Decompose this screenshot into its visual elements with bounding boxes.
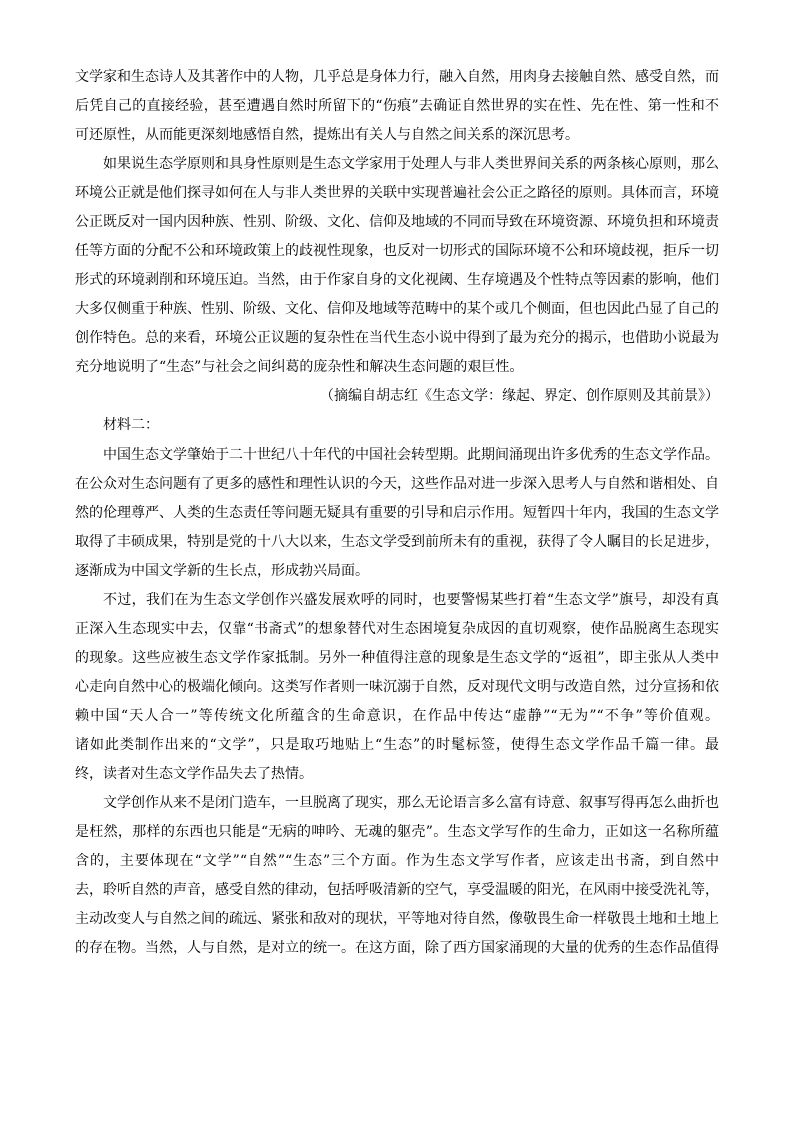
paragraph-line: 文学家和生态诗人及其著作中的人物，几乎总是身体力行，融入自然，用肉身去接触自然、感受自然，而 (75, 69, 719, 85)
paragraph-line: 然的伦理尊严、人类的生态责任等问题无疑具有重要的引导和启示作用。短暂四十年内，我国的生态文学 (75, 505, 719, 521)
paragraph-line: 中国生态文学肇始于二十世纪八十年代的中国社会转型期。此期间涌现出许多优秀的生态文学作品。 (103, 447, 719, 463)
paragraph-line: 的存在物。当然，人与自然，是对立的统一。在这方面，除了西方国家涌现的大量的优秀的生态作品值得 (75, 940, 719, 956)
source-citation: （摘编自胡志红《生态文学：缘起、界定、创作原则及其前景》） (320, 388, 719, 404)
paragraph-line: 创作特色。总的来看，环境公正议题的复杂性在当代生态小说中得到了最为充分的揭示，也借助小说最为 (75, 330, 719, 346)
paragraph-line: 如果说生态学原则和具身性原则是生态文学家用于处理人与非人类世界间关系的两条核心原则，那么 (103, 156, 719, 172)
paragraph-line: 充分地说明了“生态”与社会之间纠葛的庞杂性和解决生态问题的艰巨性。 (75, 359, 524, 375)
paragraph-line: 文学创作从来不是闭门造车，一旦脱离了现实，那么无论语言多么富有诗意、叙事写得再怎么曲折也 (103, 795, 719, 811)
paragraph-line: 后凭自己的直接经验，甚至遭遇自然时所留下的“伤痕”去确证自然世界的实在性、先在性、第一性和不 (75, 98, 719, 114)
paragraph-line: 大多仅侧重于种族、性别、阶级、文化、信仰及地域等范畴中的某个或几个侧面，但也因此凸显了自己的 (75, 301, 719, 317)
paragraph-line: 含的，主要体现在“文学”“自然”“生态”三个方面。作为生态文学写作者，应该走出书斋，到自然中 (75, 853, 719, 869)
paragraph-line: 心走向自然中心的极端化倾向。这类写作者则一味沉溺于自然，反对现代文明与改造自然，过分宣扬和依 (75, 679, 719, 695)
paragraph-line: 公正既反对一国内因种族、性别、阶级、文化、信仰及地域的不同而导致在环境资源、环境负担和环境责 (75, 214, 719, 230)
paragraph-line: 不过，我们在为生态文学创作兴盛发展欢呼的同时，也要警惕某些打着“生态文学”旗号，却没有真 (103, 592, 719, 608)
paragraph-line: 是枉然，那样的东西也只能是“无病的呻吟、无魂的躯壳”。生态文学写作的生命力，正如这一名称所蕴 (75, 824, 719, 840)
paragraph-line: 诸如此类制作出来的“文学”，只是取巧地贴上“生态”的时髦标签，使得生态文学作品千篇一律。最 (75, 737, 719, 753)
paragraph-line: 在公众对生态问题有了更多的感性和理性认识的今天，这些作品对进一步深入思考人与自然和谐相处、自 (75, 476, 719, 492)
paragraph-line: 去，聆听自然的声音，感受自然的律动，包括呼吸清新的空气，享受温暖的阳光，在风雨中接受洗礼等， (75, 882, 719, 898)
paragraph-line: 可还原性，从而能更深刻地感悟自然，提炼出有关人与自然之间关系的深沉思考。 (75, 127, 579, 143)
paragraph-line: 赖中国“天人合一”等传统文化所蕴含的生命意识，在作品中传达“虚静”“无为”“不争”等价值观。 (75, 708, 719, 724)
paragraph-line: 取得了丰硕成果，特别是党的十八大以来，生态文学受到前所未有的重视，获得了令人瞩目的长足进步， (75, 534, 719, 550)
paragraph-line: 主动改变人与自然之间的疏远、紧张和敌对的现状，平等地对待自然，像敬畏生命一样敬畏土地和土地上 (75, 911, 719, 927)
section-heading: 材料二： (103, 417, 159, 433)
paragraph-line: 环境公正就是他们探寻如何在人与非人类世界的关联中实现普遍社会公正之路径的原则。具体而言，环境 (75, 185, 719, 201)
paragraph-line: 形式的环境剥削和环境压迫。当然，由于作家自身的文化视阈、生存境遇及个性特点等因素的影响，他们 (75, 272, 719, 288)
paragraph-line: 正深入生态现实中去，仅靠“书斋式”的想象替代对生态困境复杂成因的直切观察，使作品脱离生态现实 (75, 621, 719, 637)
paragraph-line: 的现象。这些应被生态文学作家抵制。另外一种值得注意的现象是生态文学的“返祖”，即主张从人类中 (75, 650, 719, 666)
paragraph-line: 任等方面的分配不公和环境政策上的歧视性现象，也反对一切形式的国际环境不公和环境歧视，拒斥一切 (75, 243, 719, 259)
paragraph-line: 终，读者对生态文学作品失去了热情。 (75, 766, 313, 782)
paragraph-line: 逐渐成为中国文学新的生长点，形成勃兴局面。 (75, 563, 369, 579)
